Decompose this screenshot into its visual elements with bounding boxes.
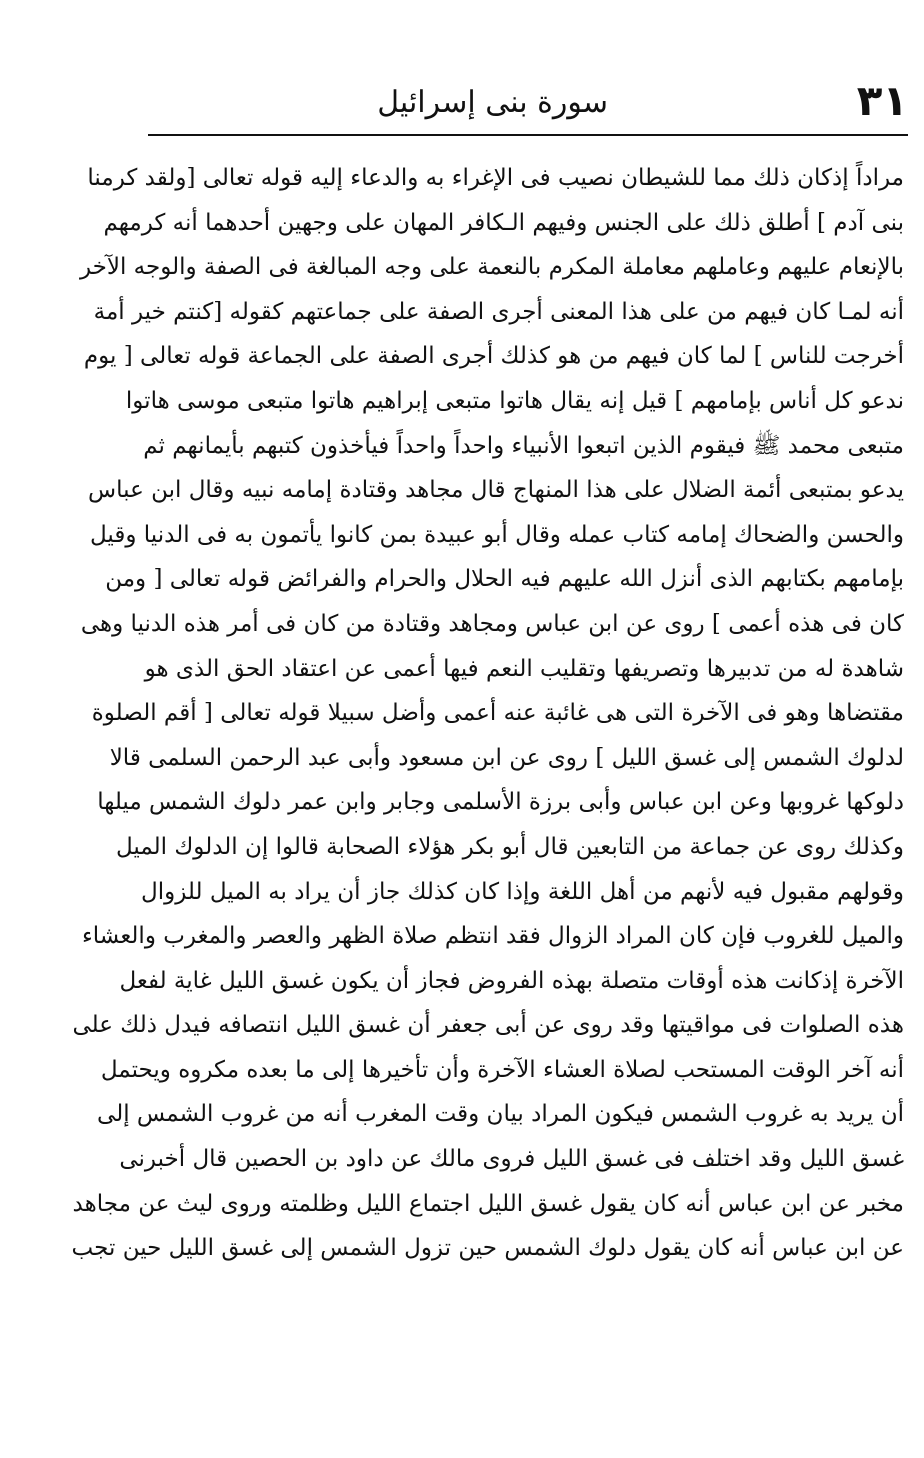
- text-line: مخبر عن ابن عباس أنه كان يقول غسق الليل اجتماع الليل وظلمته وروى ليث عن مجاهد: [72, 1190, 904, 1217]
- text-line: وكذلك روى عن جماعة من التابعين قال أبو بكر هؤلاء الصحابة قالوا إن الدلوك الميل: [115, 833, 904, 860]
- text-line: ندعو كل أناس بإمامهم ] قيل إنه يقال هاتوا متبعى إبراهيم هاتوا متبعى موسى هاتوا: [125, 387, 904, 414]
- running-title: سورة بنى إسرائيل: [377, 85, 608, 120]
- text-line: بنى آدم ] أطلق ذلك على الجنس وفيهم الـكافر المهان على وجهين أحدهما أنه كرمهم: [103, 209, 904, 236]
- text-line: هذه الصلوات فى مواقيتها وقد روى عن أبى جعفر أن غسق الليل انتصافه فيدل ذلك على: [72, 1012, 904, 1039]
- text-line: والميل للغروب فإن كان المراد الزوال فقد انتظم صلاة الظهر والعصر والمغرب والعشاء: [81, 923, 904, 950]
- body-text: [71, 156, 904, 1271]
- text-line: بإمامهم بكتابهم الذى أنزل الله عليهم فيه الحلال والحرام والفرائض قوله تعالى [ ومن: [105, 566, 904, 593]
- text-line: والحسن والضحاك إمامه كتاب عمله وقال أبو عبيدة بمن كانوا يأتمون به فى الدنيا وقيل: [90, 521, 904, 548]
- text-line: الآخرة إذكانت هذه أوقات متصلة بهذه الفروض فجاز أن يكون غسق الليل غاية لفعل: [119, 967, 904, 994]
- text-line: متبعى محمد ﷺ فيقوم الذين اتبعوا الأنبياء واحداً واحداً فيأخذون كتبهم بأيمانهم ثم: [143, 432, 904, 459]
- text-line: وقولهم مقبول فيه لأنهم من أهل اللغة وإذا كان كذلك جاز أن يراد به الميل للزوال: [141, 878, 904, 905]
- text-line: أن يريد به غروب الشمس فيكون المراد بيان وقت المغرب أنه من غروب الشمس إلى: [97, 1101, 904, 1128]
- text-line: كان فى هذه أعمى ] روى عن ابن عباس ومجاهد وقتادة من كان فى أمر هذه الدنيا وهى: [80, 610, 904, 637]
- page-header: [148, 74, 908, 136]
- text-line: شاهدة له من تدبيرها وتصريفها وتقليب النعم فيها أعمى عن اعتقاد الحق الذى هو: [144, 655, 904, 682]
- text-line: أنه آخر الوقت المستحب لصلاة العشاء الآخرة وأن تأخيرها إلى ما بعده مكروه ويحتمل: [100, 1056, 904, 1083]
- text-line: مقتضاها وهو فى الآخرة التى هى غائبة عنه أعمى وأضل سبيلا قوله تعالى [ أقم الصلوة: [91, 700, 904, 727]
- text-line: يدعو بمتبعى أئمة الضلال على هذا المنهاج قال مجاهد وقتادة إمامه نبيه وقال ابن عباس: [88, 477, 904, 504]
- text-line: لدلوك الشمس إلى غسق الليل ] روى عن ابن مسعود وأبى عبد الرحمن السلمى قالا: [109, 744, 904, 771]
- text-line: بالإنعام عليهم وعاملهم معاملة المكرم بالنعمة على وجه المبالغة فى الصفة والوجه الآخر: [79, 254, 904, 281]
- text-line: أنه لمـا كان فيهم من على هذا المعنى أجرى الصفة على جماعتهم كقوله [كنتم خير أمة: [93, 298, 904, 325]
- text-line: أخرجت للناس ] لما كان فيهم من هو كذلك أجرى الصفة على الجماعة قوله تعالى [ يوم: [83, 343, 904, 370]
- text-line: دلوكها غروبها وعن ابن عباس وأبى برزة الأسلمى وجابر وابن عمر دلوك الشمس ميلها: [97, 789, 904, 816]
- text-line: غسق الليل وقد اختلف فى غسق الليل فروى مالك عن داود بن الحصين قال أخبرنى: [119, 1146, 904, 1173]
- page-number: ٣١: [856, 76, 908, 125]
- text-line: عن ابن عباس أنه كان يقول دلوك الشمس حين تزول الشمس إلى غسق الليل حين تجب: [71, 1235, 904, 1262]
- header-rule: [148, 134, 908, 136]
- text-line: مراداً إذكان ذلك مما للشيطان نصيب فى الإغراء به والدعاء إليه قوله تعالى [ولقد كرمنا: [87, 165, 904, 191]
